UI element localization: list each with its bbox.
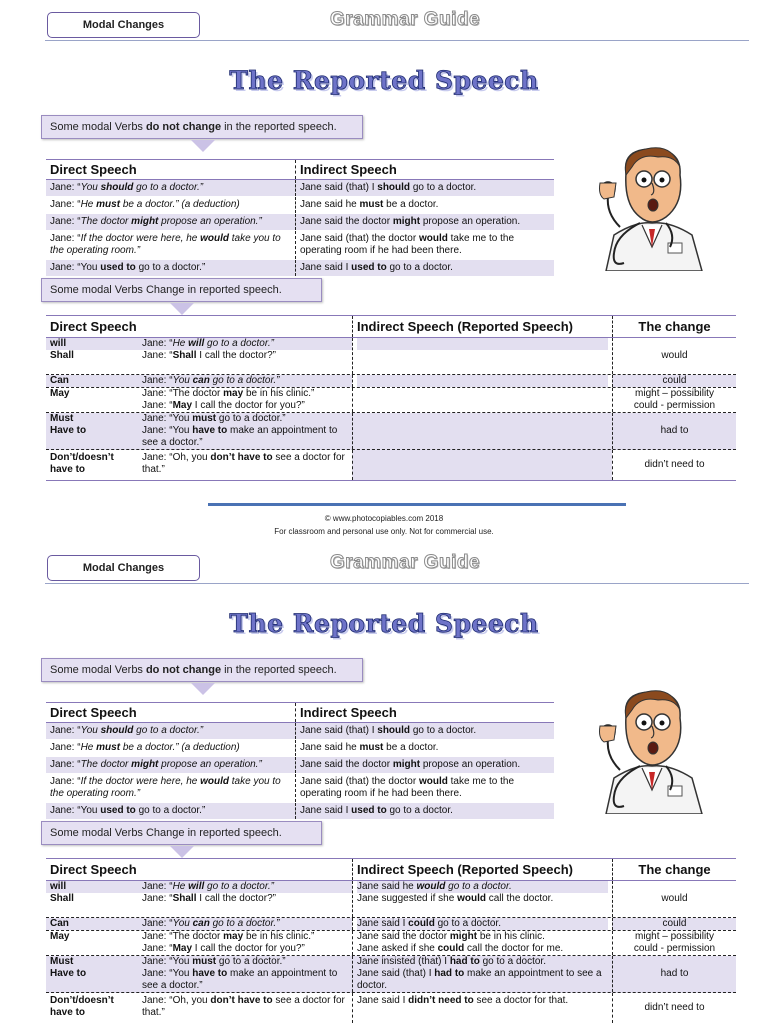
table-row: will Jane: “He will go to a doctor.” Shall Jane: “Shall I call the doctor?” would <box>46 338 736 375</box>
table-row: Jane: “He must be a doctor.” (a deduction) Jane said he must be a doctor. <box>46 197 554 214</box>
header-divider <box>45 583 749 584</box>
callout-arrow-icon <box>170 846 194 858</box>
col-the-change: The change <box>612 316 736 337</box>
grammar-guide-heading: Grammar Guide <box>330 9 481 30</box>
table-header <box>46 703 554 723</box>
changing-modals-table <box>46 858 736 1023</box>
callout-change <box>41 821 322 845</box>
col-indirect-speech: Indirect Speech <box>300 162 397 177</box>
table-row: Jane: “You should go to a doctor.” Jane said (that) I should go to a doctor. <box>46 723 554 740</box>
footer-divider <box>208 503 626 506</box>
callout-bold: do not change <box>145 121 222 133</box>
callout-change <box>41 278 322 302</box>
callout-no-change <box>41 658 363 682</box>
callout-text: Some modal Verbs <box>50 121 143 133</box>
table-row: Jane: “You used to go to a doctor.” Jane said I used to go to a doctor. <box>46 260 554 277</box>
callout-arrow-icon <box>170 303 194 315</box>
page-title: The Reported Speech <box>229 609 539 638</box>
callout-no-change <box>41 115 363 139</box>
table-row: May Jane: “The doctor may be in his clinic.” Jane: “May I call the doctor for you?” might – possibility could - permission <box>46 388 736 413</box>
col-indirect-speech: Indirect Speech <box>300 705 397 720</box>
doctor-illustration <box>596 143 708 271</box>
table-row: Jane: “The doctor might propose an operation.” Jane said the doctor might propose an operation. <box>46 757 554 774</box>
callout-bold: do not change <box>145 664 222 676</box>
col-indirect-speech: Indirect Speech (Reported Speech) <box>352 859 612 880</box>
table-row: May Jane: “The doctor may be in his clinic.” Jane: “May I call the doctor for you?” Jane said the doctor might be in his clinic. Jane asked if she could call the doctor for me. might – possibility could - permission <box>46 931 736 956</box>
modal-changes-tab[interactable]: Modal Changes <box>47 555 200 581</box>
table-row: Can Jane: “You can go to a doctor.” Jane said I could go to a doctor. could <box>46 918 736 931</box>
non-changing-modals-table <box>46 159 554 277</box>
callout-text: Some modal Verbs Change in reported speech. <box>50 284 282 296</box>
table-row: Jane: “You used to go to a doctor.” Jane said I used to go to a doctor. <box>46 803 554 820</box>
callout-text: Some modal Verbs Change in reported speech. <box>50 827 282 839</box>
modal-changes-tab[interactable]: Modal Changes <box>47 12 200 38</box>
callout-text: in the reported speech. <box>224 121 337 133</box>
table-row: Must Jane: “You must go to a doctor.” Have to Jane: “You have to make an appointment to see a doctor.” had to <box>46 413 736 450</box>
doctor-illustration <box>596 686 708 814</box>
footer-copyright: © www.photocopiables.com 2018 <box>324 514 444 523</box>
callout-arrow-icon <box>191 683 215 695</box>
table-row: Must Jane: “You must go to a doctor.” Have to Jane: “You have to make an appointment to see a doctor.” Jane insisted (that) I had to go to a doctor. Jane said (that) I had to make an appointment to see a doctor. had to <box>46 956 736 993</box>
table-row: Jane: “He must be a doctor.” (a deduction) Jane said he must be a doctor. <box>46 740 554 757</box>
changing-modals-table <box>46 315 736 481</box>
col-the-change: The change <box>612 859 736 880</box>
non-changing-modals-table <box>46 702 554 820</box>
col-indirect-speech: Indirect Speech (Reported Speech) <box>352 316 612 337</box>
table-row: Jane: “You should go to a doctor.” Jane said (that) I should go to a doctor. <box>46 180 554 197</box>
callout-text: in the reported speech. <box>224 664 337 676</box>
callout-text: Some modal Verbs <box>50 664 143 676</box>
table-row: Jane: “The doctor might propose an operation.” Jane said the doctor might propose an operation. <box>46 214 554 231</box>
table-row: Don’t/doesn’t have to Jane: “Oh, you don’t have to see a doctor for that.” Jane said I didn’t need to see a doctor for that. didn’t need to <box>46 993 736 1023</box>
table-row: Jane: “If the doctor were here, he would take you to the operating room.” Jane said (that) the doctor would take me to the operating room if he had been there. <box>46 231 554 260</box>
grammar-guide-heading: Grammar Guide <box>330 552 481 573</box>
table-row: will Jane: “He will go to a doctor.” Shall Jane: “Shall I call the doctor?” Jane said he would go to a doctor. Jane suggested if she would call the doctor. would <box>46 881 736 918</box>
footer-notice: For classroom and personal use only. Not for commercial use. <box>274 527 494 536</box>
table-row: Jane: “If the doctor were here, he would take you to the operating room.” Jane said (that) the doctor would take me to the operating room if he had been there. <box>46 774 554 803</box>
callout-arrow-icon <box>191 140 215 152</box>
table-row: Can Jane: “You can go to a doctor.” could <box>46 375 736 388</box>
table-header <box>46 859 736 881</box>
col-direct-speech: Direct Speech <box>46 160 296 179</box>
worksheet-page-2 <box>0 543 768 1024</box>
page-title: The Reported Speech <box>229 66 539 95</box>
col-direct-speech: Direct Speech <box>50 319 137 334</box>
col-direct-speech: Direct Speech <box>50 862 137 877</box>
table-header <box>46 316 736 338</box>
header-divider <box>45 40 749 41</box>
table-header <box>46 160 554 180</box>
table-row: Don’t/doesn’t have to Jane: “Oh, you don’t have to see a doctor for that.” didn’t need to <box>46 450 736 481</box>
col-direct-speech: Direct Speech <box>46 703 296 722</box>
